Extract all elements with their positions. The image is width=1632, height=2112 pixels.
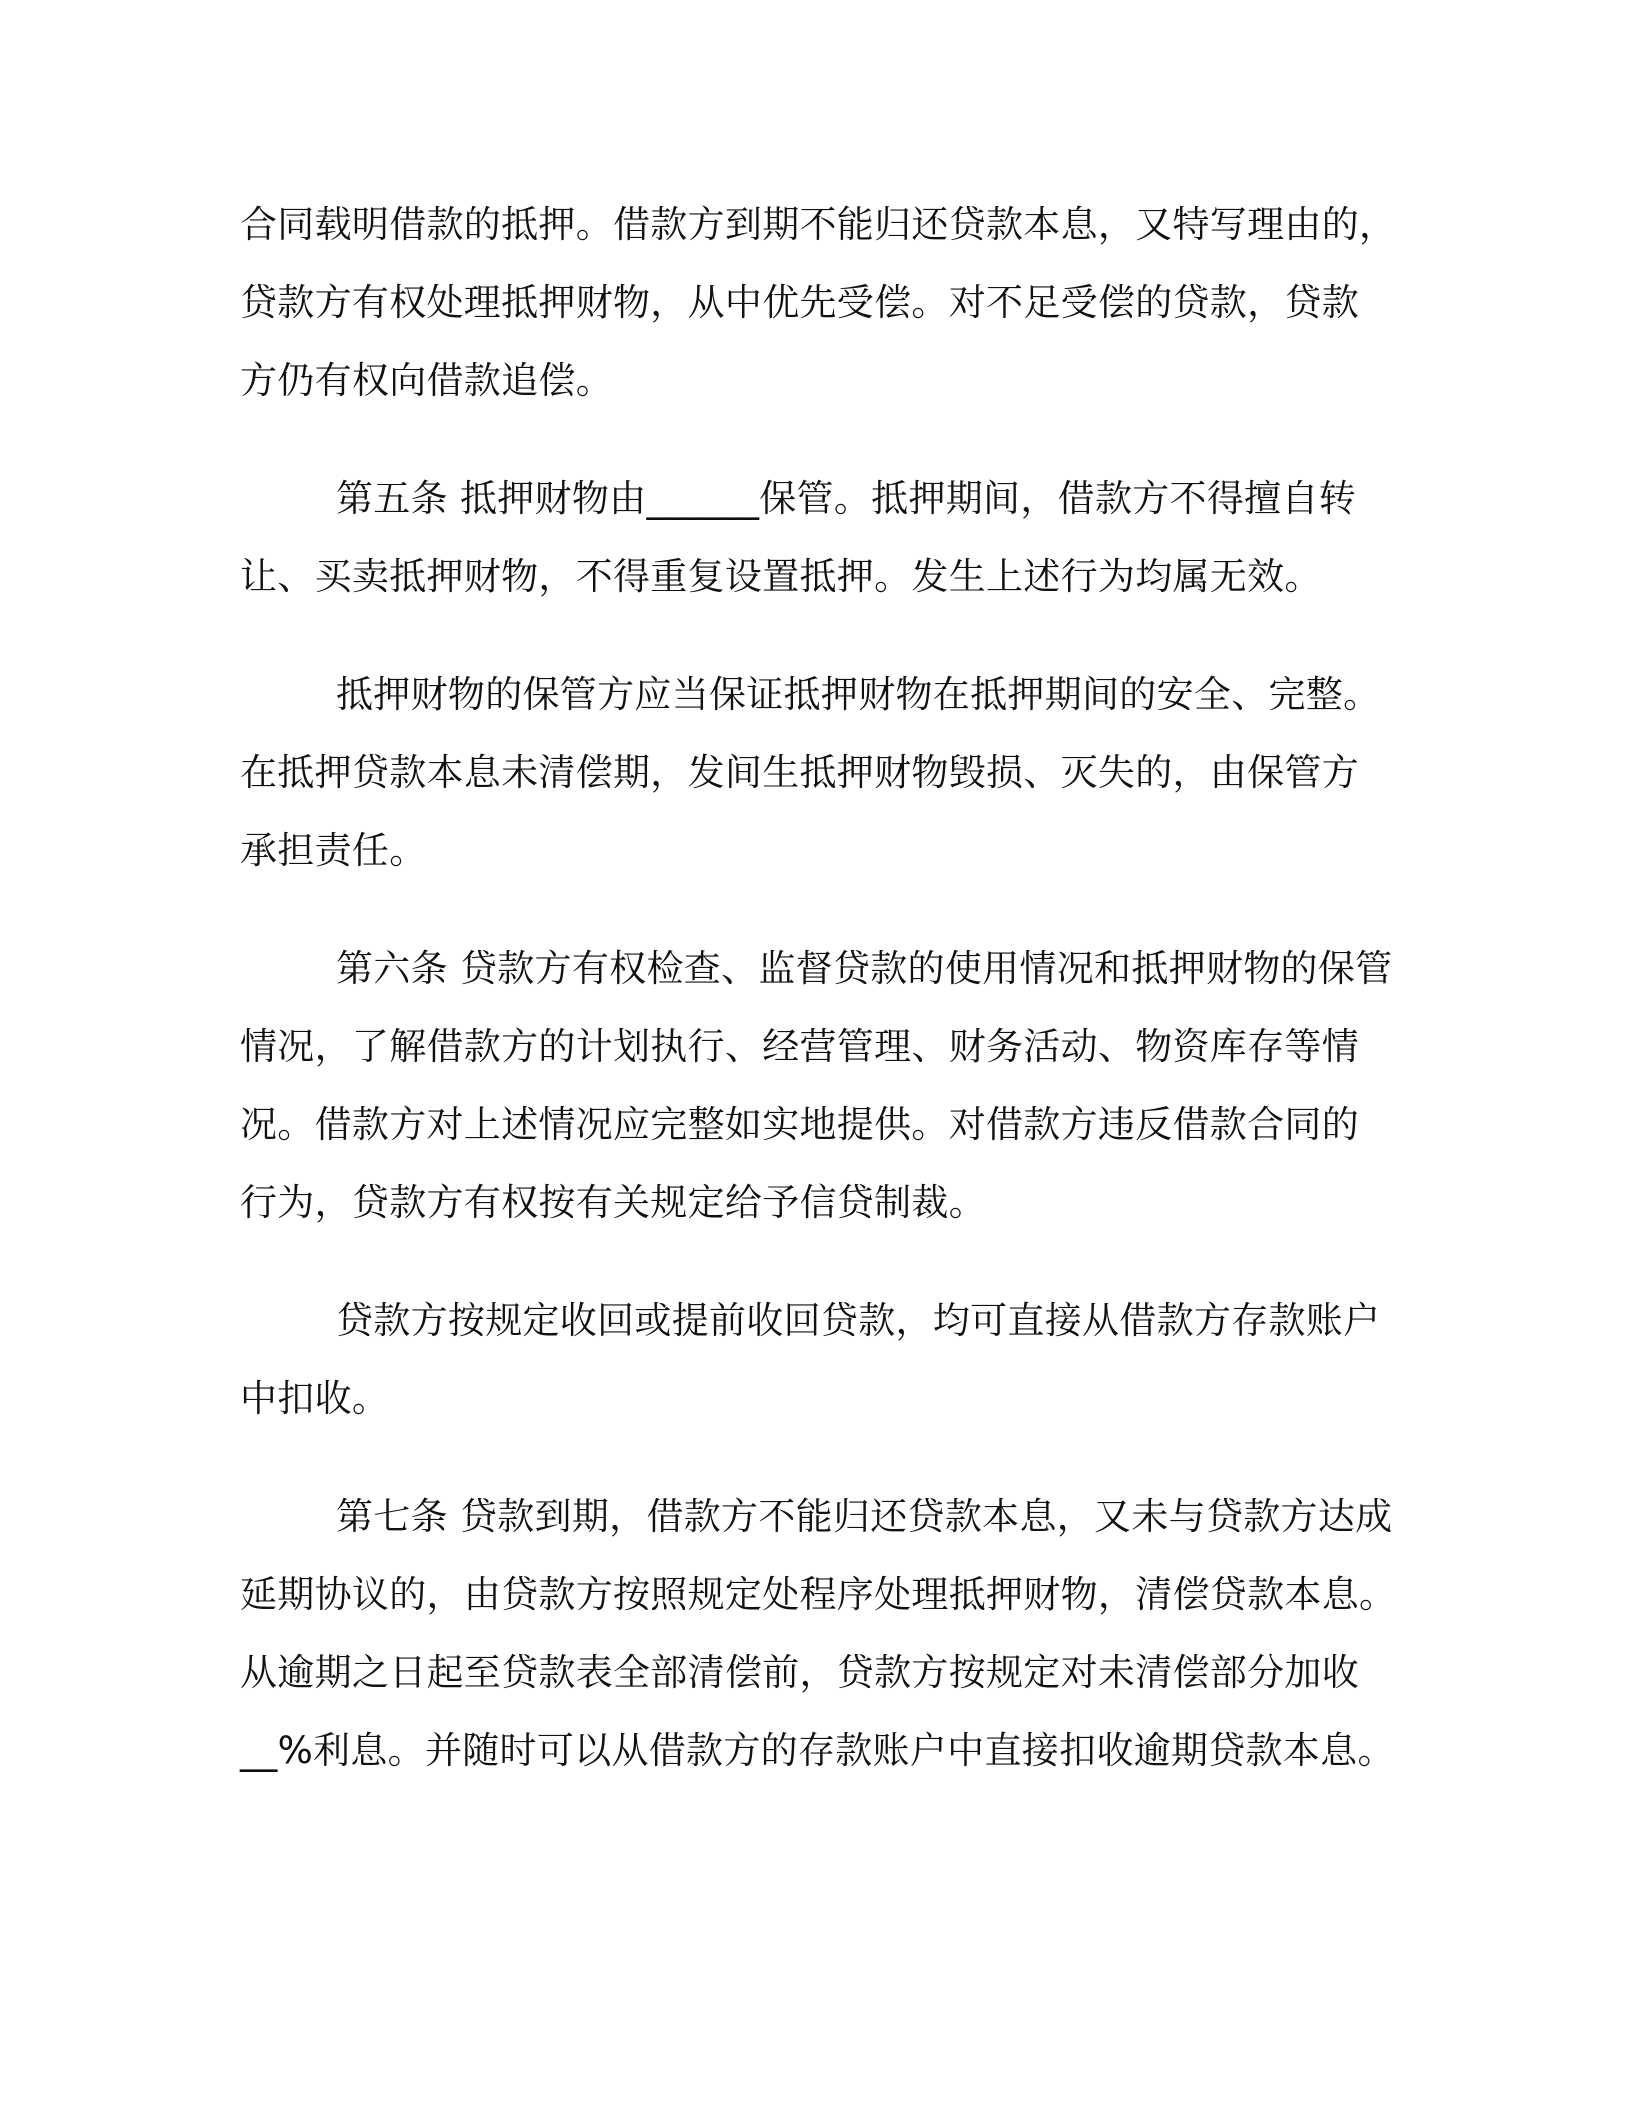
text-line: 中扣收。 xyxy=(240,1377,390,1420)
paragraph-custodian-duty xyxy=(240,656,1390,890)
text-line: 第七条 贷款到期，借款方不能归还贷款本息，又未与贷款方达成 xyxy=(336,1495,1393,1538)
text-line: 承担责任。 xyxy=(240,829,427,872)
text-line: 延期协议的，由贷款方按照规定处程序处理抵押财物，清偿贷款本息。 xyxy=(240,1573,1397,1616)
text-line: 从逾期之日起至贷款表全部清偿前，贷款方按规定对未清偿部分加收 xyxy=(240,1651,1359,1694)
paragraph-article-7 xyxy=(240,1478,1397,1790)
text-line: 贷款方有权处理抵押财物，从中优先受偿。对不足受偿的贷款，贷款 xyxy=(240,281,1359,324)
text-line: 行为，贷款方有权按有关规定给予信贷制裁。 xyxy=(240,1181,986,1224)
text-line: 况。借款方对上述情况应完整如实地提供。对借款方违反借款合同的 xyxy=(240,1103,1359,1146)
text-line: 让、买卖抵押财物，不得重复设置抵押。发生上述行为均属无效。 xyxy=(240,555,1322,598)
text-line: 第五条 抵押财物由______保管。抵押期间，借款方不得擅自转 xyxy=(336,477,1357,520)
text-line: __%利息。并随时可以从借款方的存款账户中直接扣收逾期贷款本息。 xyxy=(240,1729,1395,1772)
text-line: 贷款方按规定收回或提前收回贷款，均可直接从借款方存款账户 xyxy=(336,1299,1381,1342)
text-line: 第六条 贷款方有权检查、监督贷款的使用情况和抵押财物的保管 xyxy=(336,947,1393,990)
text-line: 情况，了解借款方的计划执行、经营管理、财务活动、物资库存等情 xyxy=(240,1025,1359,1068)
paragraph-article-6 xyxy=(240,930,1393,1242)
text-line: 在抵押贷款本息未清偿期，发间生抵押财物毁损、灭失的，由保管方 xyxy=(240,751,1359,794)
paragraph-recovery xyxy=(240,1282,1390,1438)
text-line: 抵押财物的保管方应当保证抵押财物在抵押期间的安全、完整。 xyxy=(336,673,1381,716)
text-line: 方仍有权向借款追偿。 xyxy=(240,359,613,402)
document-body xyxy=(240,186,1397,1830)
paragraph-article-5 xyxy=(240,460,1390,616)
paragraph-mortgage-disposal xyxy=(240,186,1397,420)
text-line: 合同载明借款的抵押。借款方到期不能归还贷款本息，又特写理由的， xyxy=(240,203,1397,246)
